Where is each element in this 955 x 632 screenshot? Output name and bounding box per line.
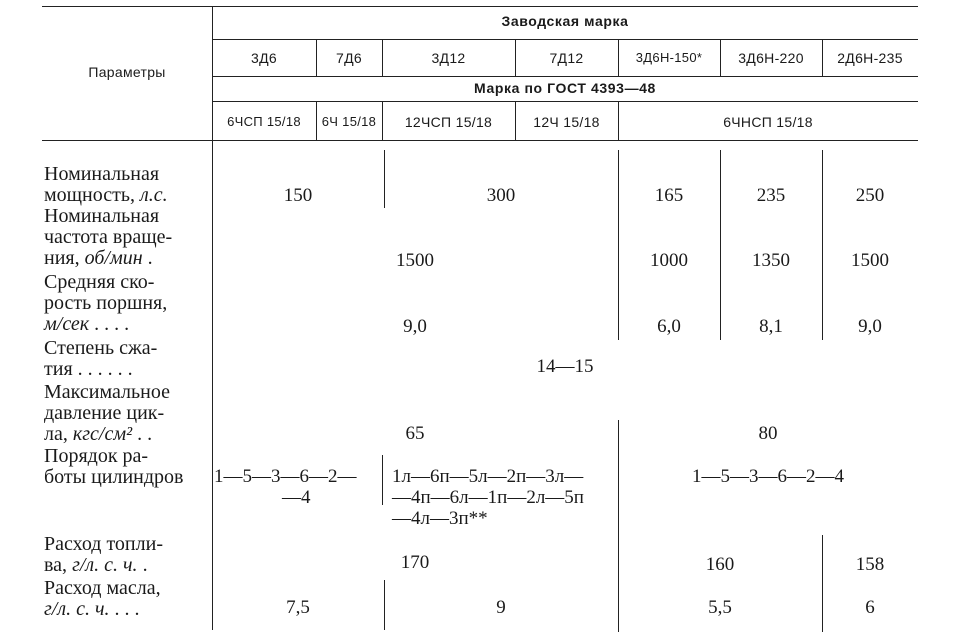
gost-brand-header: Марка по ГОСТ 4393—48 [474, 80, 656, 96]
gost-row-rule [212, 101, 918, 102]
value-cell: 65 [405, 423, 425, 444]
value-cell: 160 [705, 554, 735, 575]
value-cell: 1000 [650, 250, 688, 271]
value-cell: 1—5—3—6—2—4 [692, 466, 844, 487]
value-cell: 5,5 [708, 597, 732, 618]
label-max-pressure: Максимальное давление цик- ла, кгс/см² . . [44, 381, 170, 445]
factory-brand-cell: 2Д6Н-235 [837, 50, 903, 66]
body-divider [618, 150, 619, 340]
label-fuel: Расход топли- ва, г/л. с. ч. . [44, 533, 163, 576]
factory-brand-header: Заводская марка [501, 13, 629, 29]
value-cell: 9 [496, 597, 506, 618]
gost-brand-cell: 6ЧСП 15/18 [227, 114, 301, 129]
value-cell: 6 [865, 597, 875, 618]
value-cell: 170 [400, 552, 430, 573]
value-cell: 9,0 [403, 316, 427, 337]
factory-brand-cell: 7Д12 [549, 50, 584, 66]
gost-brand-cell: 6Ч 15/18 [321, 114, 377, 129]
value-cell: 1л—6п—5л—2п—3л— [392, 466, 584, 487]
label-piston-speed: Средняя ско- рость поршня, м/сек . . . . [44, 271, 168, 335]
value-cell: 6,0 [657, 316, 681, 337]
factory-brand-cell: 7Д6 [336, 50, 362, 66]
value-cell: 250 [855, 185, 885, 206]
params-header: Параметры [88, 64, 166, 80]
body-divider [382, 455, 383, 505]
factory-brand-cell: 3Д6Н-150* [635, 50, 703, 65]
value-cell: —4 [282, 487, 311, 508]
value-cell: —4п—6л—1п—2л—5п [392, 487, 584, 508]
value-cell: 1350 [752, 250, 790, 271]
factory-brand-cell: 3Д6 [251, 50, 277, 66]
gost-brand-cell: 6ЧНСП 15/18 [723, 114, 813, 130]
value-cell: 235 [756, 185, 786, 206]
value-cell: 1500 [851, 250, 889, 271]
body-divider [822, 150, 823, 340]
value-cell: 8,1 [759, 316, 783, 337]
value-cell: 165 [654, 185, 684, 206]
gost-brand-cell: 12ЧСП 15/18 [404, 114, 493, 130]
top-rule [42, 6, 918, 7]
value-cell: 1500 [396, 250, 434, 271]
value-cell: 7,5 [286, 597, 310, 618]
label-firing-order: Порядок ра- боты цилиндров [44, 445, 184, 488]
value-cell: —4л—3п** [392, 508, 488, 529]
header-bottom-rule [42, 140, 918, 141]
value-cell: 158 [855, 554, 885, 575]
factory-brand-cell: 3Д12 [431, 50, 466, 66]
value-cell: 150 [283, 185, 313, 206]
body-divider [720, 150, 721, 340]
label-power: Номинальная мощность, л.с. [44, 163, 168, 206]
label-oil: Расход масла, г/л. с. ч. . . . [44, 577, 161, 620]
value-cell: 9,0 [858, 316, 882, 337]
label-compression: Степень сжа- тия . . . . . . [44, 337, 158, 380]
gost-brand-cell: 12Ч 15/18 [533, 114, 600, 130]
value-cell: 1—5—3—6—2— [214, 466, 357, 487]
brand-row-rule [212, 39, 918, 40]
gost-label-rule [212, 76, 918, 77]
value-cell: 300 [486, 185, 516, 206]
label-speed: Номинальная частота враще- ния, об/мин . [44, 205, 173, 269]
value-cell: 80 [758, 423, 778, 444]
value-cell: 14—15 [536, 356, 594, 377]
factory-brand-cell: 3Д6Н-220 [738, 50, 804, 66]
